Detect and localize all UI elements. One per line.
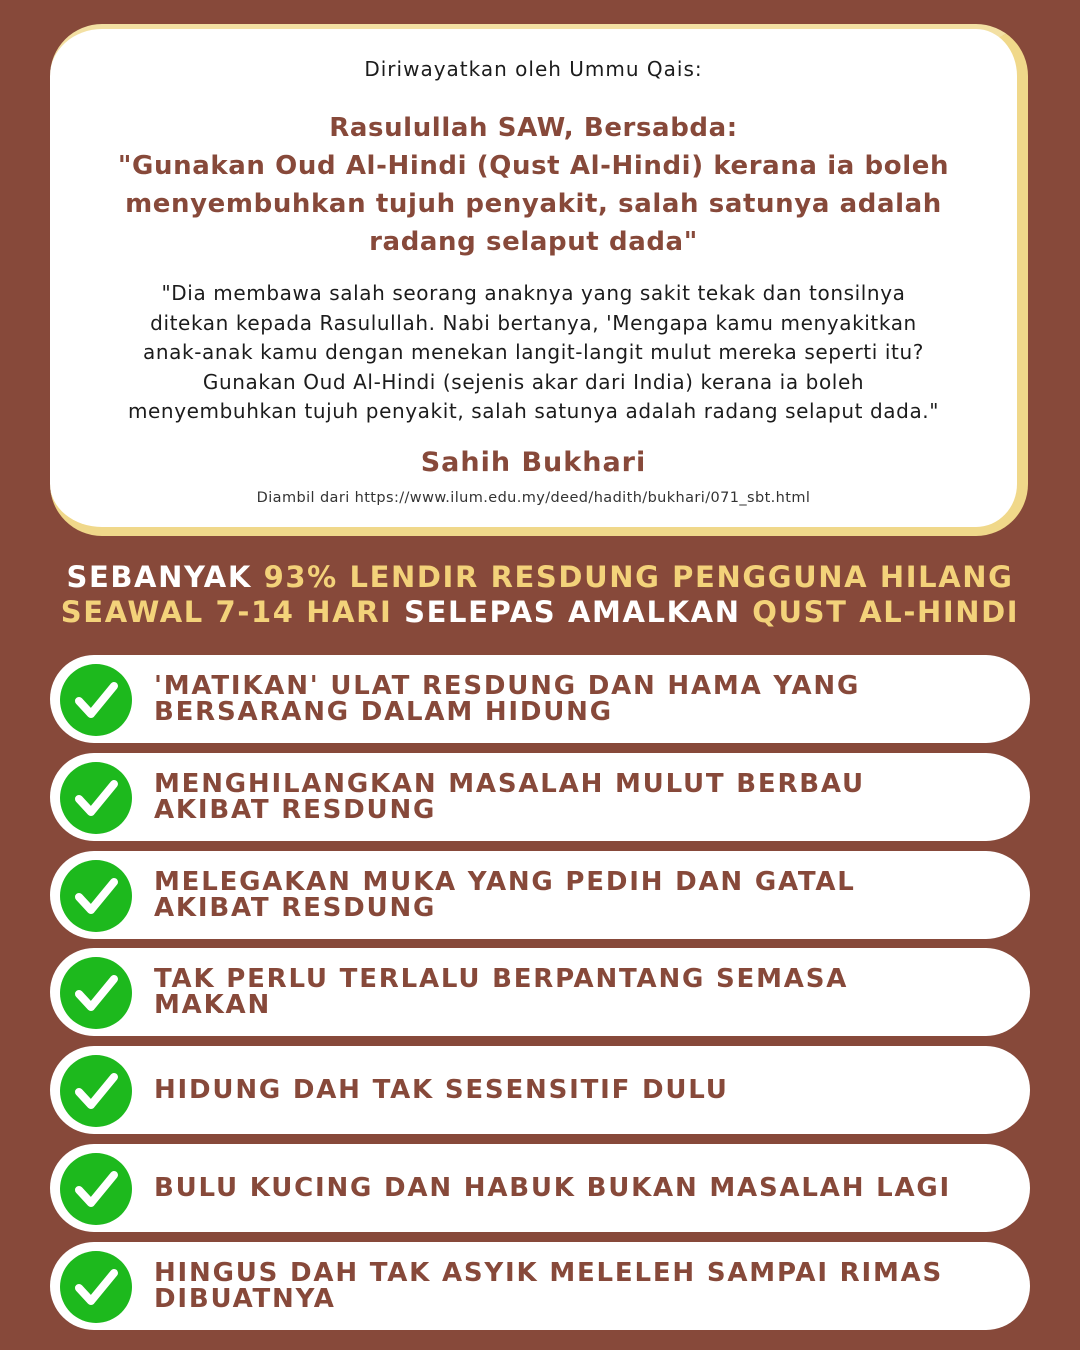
check-circle-icon (60, 664, 132, 736)
headline-line-1 (0, 560, 1080, 595)
check-circle-icon (60, 1153, 132, 1225)
benefit-item (50, 851, 1030, 939)
hadith-narrative-line: Gunakan Oud Al-Hindi (sejenis akar dari India) kerana ia boleh (202, 369, 865, 394)
hadith-title-line: Rasulullah SAW, Bersabda: (329, 113, 738, 143)
benefit-line: MAKAN (154, 990, 272, 1021)
benefit-item (50, 1144, 1030, 1232)
check-circle-icon (60, 957, 132, 1029)
benefit-item (50, 948, 1030, 1036)
hadith-source-url: Diambil dari https://www.ilum.edu.my/deed/hadith/bukhari/071_sbt.html (256, 490, 811, 506)
hadith-title-line: radang selaput dada" (369, 227, 698, 257)
benefit-text (154, 753, 990, 841)
benefit-line: 'MATIKAN' ULAT RESDUNG DAN HAMA YANG (154, 671, 861, 701)
headline-highlight: QUST AL-HINDI (752, 595, 1020, 629)
benefit-text (154, 1046, 990, 1134)
benefit-line: HIDUNG DAH TAK SESENSITIF DULU (154, 1075, 729, 1106)
benefit-text (154, 1242, 990, 1330)
check-circle-icon (60, 762, 132, 834)
benefit-line: MELEGAKAN MUKA YANG PEDIH DAN GATAL (154, 866, 856, 897)
hadith-narrative-line: ditekan kepada Rasulullah. Nabi bertanya, 'Mengapa kamu menyakitkan (150, 310, 917, 335)
benefit-item (50, 1242, 1030, 1330)
benefits-list (50, 655, 1030, 1340)
benefit-line: TAK PERLU TERLALU BERPANTANG SEMASA (154, 964, 849, 995)
hadith-title (90, 109, 977, 261)
headline-highlight: SEAWAL 7-14 HARI (60, 595, 393, 629)
check-circle-icon (60, 1251, 132, 1323)
benefit-line: AKIBAT RESDUNG (154, 794, 437, 825)
benefit-text (154, 655, 990, 743)
headline-line-2 (0, 595, 1080, 630)
benefit-line: BERSARANG DALAM HIDUNG (154, 697, 613, 727)
hadith-narrative-line: "Dia membawa salah seorang anaknya yang sakit tekak dan tonsilnya (161, 281, 906, 305)
benefit-line: BULU KUCING DAN HABUK BUKAN MASALAH LAGI (154, 1172, 952, 1203)
check-circle-icon (60, 1055, 132, 1127)
hadith-narrator: Diriwayatkan oleh Ummu Qais: (364, 57, 703, 81)
hadith-source: Sahih Bukhari (420, 447, 647, 478)
headline-text: SELEPAS AMALKAN (392, 595, 753, 629)
hadith-title-line: menyembuhkan tujuh penyakit, salah satunya adalah (125, 189, 942, 219)
check-circle-icon (60, 860, 132, 932)
benefit-item (50, 1046, 1030, 1134)
hadith-title-line: "Gunakan Oud Al-Hindi (Qust Al-Hindi) kerana ia boleh (117, 151, 950, 181)
benefit-item (50, 655, 1030, 743)
headline (0, 560, 1080, 630)
benefit-text (154, 851, 990, 939)
benefit-text (154, 1144, 990, 1232)
headline-highlight: 93% LENDIR RESDUNG PENGGUNA HILANG (263, 560, 1014, 594)
headline-text: SEBANYAK (66, 560, 264, 594)
hadith-narrative (70, 279, 997, 427)
benefit-item (50, 753, 1030, 841)
hadith-narrative-line: anak-anak kamu dengan menekan langit-langit mulut mereka seperti itu? (143, 340, 924, 364)
benefit-line: HINGUS DAH TAK ASYIK MELELEH SAMPAI RIMAS (154, 1257, 944, 1288)
hadith-quote-card (50, 24, 1028, 536)
benefit-line: MENGHILANGKAN MASALAH MULUT BERBAU (154, 768, 865, 799)
benefit-line: DIBUATNYA (154, 1283, 336, 1314)
hadith-narrative-line: menyembuhkan tujuh penyakit, salah satunya adalah radang selaput dada." (127, 399, 940, 423)
benefit-line: AKIBAT RESDUNG (154, 892, 437, 923)
benefit-text (154, 948, 990, 1036)
